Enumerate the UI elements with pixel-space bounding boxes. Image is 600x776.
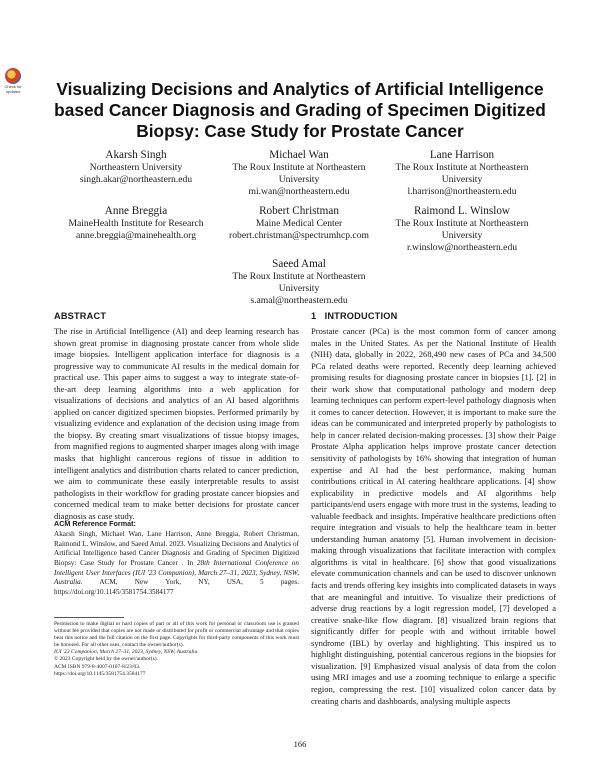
author-email: mi.wan@northeastern.edu	[248, 186, 350, 197]
author-email: l.harrison@northeastern.edu	[407, 186, 517, 197]
author-name: Raimond L. Winslow	[414, 205, 510, 217]
permission-venue: IUI '23 Companion, March 27–31, 2023, Sydney, NSW, Australia	[54, 649, 198, 656]
reference-tail: ACM, New York, NY, USA, 5 pages. https://doi.org/10.1145/3581754.3584177	[54, 578, 299, 596]
footnote-divider	[54, 617, 124, 618]
permission-block	[54, 621, 299, 678]
author-name: Saeed Amal	[272, 258, 326, 270]
acm-reference-heading: ACM Reference Format:	[54, 519, 136, 528]
author-email: anne.breggia@mainehealth.org	[75, 230, 196, 241]
author-affiliation: MaineHealth Institute for Research	[68, 218, 204, 229]
author-email: r.winslow@northeastern.edu	[406, 242, 518, 253]
permission-text: Permission to make digital or hard copies of part or all of this work for personal or classroom use is granted without fee provided that copies are not made or distributed for profit or commercial advantage and that copies bear this notice and the full citation on the first page. Copyrights for third-party components of this work must be honored. For all other uses, contact the owner/author(s).	[54, 621, 299, 649]
author-affiliation: The Roux Institute at Northeastern	[232, 271, 366, 282]
introduction-text: Prostate cancer (PCa) is the most common form of cancer among males in the United States. As per the National Institute of Health (NIH) data, globally in 2022, 268,490 new cases of PCa and 34,500 PCa related deaths were reported. Recently deep learning achieved promising results for diagnosing prostate cancer in biopsies [1]. [2] in their work show that computational pathology and modern deep learning techniques can perform expert-level pathology diagnosis when it comes to cancer detection. However, it is important to make sure the ideas can be communicated and interpreted properly by pathologists to help in cancer related decision-making processes. [3] show their Paige Prostate Alpha application helps improve prostate cancer detection sensitivity of pathologists by 16% showing that integration of human expertise and AI had the best performance, making human contributions critical in AI catering healthcare applications. [4] show explicability in predictive models and AI algorithms help participants/end users engage with more trust in the systems, leading to valuable feedback and insights. Impérative healthcare predictions often require integration and visuals to help the healthcare team in better understanding human anatomy [5]. Human involvement in decision-making through visualizations that facilitate interaction with complex algorithms is vital in healthcare. [6] show that good visualizations elevate communication channels and can be used to discover unknown facts and trends offering key insights into complicated datasets in ways that are meaningful and intuitive. To visualize their predictions of adverse drug reactions by a logit regression model, [7] developed a creative snake-like flow diagram. [8] visualized brain regions that significantly differ for people with and without irritable bowel syndrome (IBL) by overlay and highlighting. This inspired us to highlight distinguishing, potential cancerous regions in the biopsies for visualization. [9] Emphasized visual analysis of data from the colon using MRI images and use a zooming technique to enlarge a specific region, compressing the rest. [10] visualized colon cancer data by creating charts and dashboards, analysing multiple aspects	[311, 326, 556, 706]
page-number: 166	[293, 739, 307, 749]
author-block	[374, 204, 550, 254]
permission-copyright: © 2023 Copyright held by the owner/author(s).	[54, 656, 158, 663]
acm-reference-text	[54, 530, 299, 598]
reference-venue: 28th International Conference on Intelligent User Interfaces (IUI '23 Companion), March 27–31, 2023, Sydney, NSW, Australia.	[54, 558, 299, 587]
permission-isbn: ACM ISBN 979-8-4007-0107-8/23/03.	[54, 663, 141, 670]
author-affiliation: The Roux Institute at Northeastern	[395, 218, 529, 229]
author-block	[48, 204, 224, 242]
author-block	[211, 148, 387, 198]
author-affiliation: The Roux Institute at Northeastern	[395, 162, 529, 173]
author-affiliation-cont: University	[278, 283, 320, 294]
badge-label: Check for updates	[4, 84, 22, 94]
reference-authors: Akarsh Singh, Michael Wan, Lane Harrison, Anne Breggia, Robert Christman, Raimond L. Winslow, and Saeed Amal. 2023. Visualizing Decisions and Analytics of Artificial Intelligence based Cancer Diagnosis and Grading of Specimen Digitized Biopsy: Case Study for Prostate Cancer . In	[54, 530, 299, 567]
author-email: s.amal@northeastern.edu	[250, 295, 348, 306]
author-name: Anne Breggia	[104, 205, 168, 217]
author-affiliation: The Roux Institute at Northeastern	[232, 162, 366, 173]
author-email: robert.christman@spectrumhcp.com	[229, 230, 369, 241]
author-name: Akarsh Singh	[105, 149, 167, 161]
author-affiliation-cont: University	[441, 174, 483, 185]
author-affiliation: Maine Medical Center	[255, 218, 343, 229]
abstract-section	[54, 310, 299, 522]
permission-doi[interactable]: https://doi.org/10.1145/3581754.3584177	[54, 670, 146, 677]
introduction-section	[311, 310, 556, 707]
author-block	[211, 204, 387, 242]
check-for-updates-icon	[5, 68, 21, 84]
author-block	[48, 148, 224, 186]
author-name: Robert Christman	[259, 205, 339, 217]
introduction-heading: 1 INTRODUCTION	[311, 311, 398, 321]
abstract-heading: ABSTRACT	[54, 311, 107, 321]
abstract-text: The rise in Artificial Intelligence (AI) and deep learning research has shown great promise in diagnosing prostate cancer from whole slide image biopsies. Intelligent application interface for diagnosis is a progressive way to communicate AI results in the medical domain for practical use. This paper aims to suggest a way to integrate state-of-the-art deep learning algorithms into a web application for visualizations of decisions and analytics of an AI based algorithms applied on cancer digitized specimen biopsies. Performed primarily by visualizing evidence and explanation of the decision using image from the biopsy. By creating smart visualizations of tissue biopsy images, from magnified regions to augmented sharper images along with image masks that highlight cancerous regions of tissue in addition to intelligent analytics and distribution charts related to cancer prediction, we aim to communicate these easily interpretable results to assist pathologists in their workflow for grading prostate cancer biopsies and concerned medical team to make better decisions for prostate cancer diagnosis as case study.	[54, 326, 299, 521]
author-affiliation-cont: University	[278, 174, 320, 185]
paper-title: Visualizing Decisions and Analytics of Artificial Intelligence based Cancer Diagnosis and Grading of Specimen Digitized Biopsy: Case Study for Prostate Cancer	[54, 79, 546, 141]
author-block	[374, 148, 550, 198]
author-affiliation-cont: University	[441, 230, 483, 241]
author-block	[211, 257, 387, 307]
author-name: Michael Wan	[269, 149, 329, 161]
author-affiliation: Northeastern University	[89, 162, 183, 173]
check-for-updates-badge[interactable]	[2, 68, 24, 94]
author-email: singh.akar@northeastern.edu	[79, 174, 193, 185]
author-name: Lane Harrison	[429, 149, 495, 161]
